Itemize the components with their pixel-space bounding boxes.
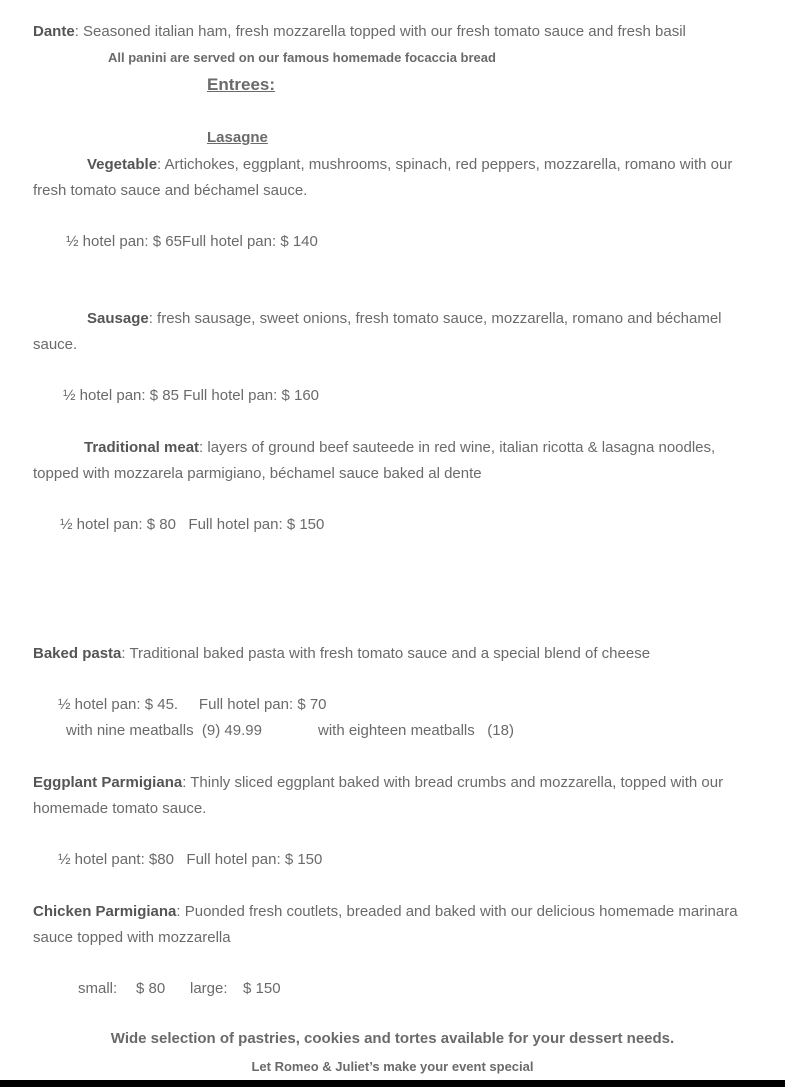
section-heading-entrees: Entrees:: [207, 75, 276, 94]
item-description: : Thinly sliced eggplant baked with bread crumbs and mozzarella, topped with our homemade tomato sauce.: [33, 774, 724, 817]
page-bottom-border: [0, 1080, 785, 1087]
menu-item-traditional-meat-lasagne: [33, 435, 755, 487]
menu-item-sausage-lasagne: [33, 306, 755, 358]
item-description: : Artichokes, eggplant, mushrooms, spinach, red peppers, mozzarella, romano with our fresh tomato sauce and béchamel sauce.: [33, 156, 733, 199]
menu-item-chicken-parmigiana: [33, 899, 755, 951]
price-meatballs-eighteen: with eighteen meatballs (18): [318, 722, 514, 739]
item-name: Chicken Parmigiana: [33, 903, 177, 920]
price-chicken-large-label: large:: [190, 980, 228, 997]
price-sausage-lasagne: ½ hotel pan: $ 85 Full hotel pan: $ 160: [63, 387, 320, 404]
subheading-lasagne: Lasagne: [207, 129, 268, 146]
menu-item-baked-pasta: [33, 641, 650, 667]
item-name: Dante: [33, 23, 75, 40]
price-vegetable-lasagne: ½ hotel pan: $ 65Full hotel pan: $ 140: [66, 233, 318, 250]
item-name: Eggplant Parmigiana: [33, 774, 183, 791]
item-description: : Seasoned italian ham, fresh mozzarella topped with our fresh tomato sauce and fresh basil: [74, 23, 686, 40]
price-traditional-meat-lasagne: ½ hotel pan: $ 80 Full hotel pan: $ 150: [60, 516, 325, 533]
price-chicken-small: $ 80: [136, 980, 166, 997]
panini-note: All panini are served on our famous homemade focaccia bread: [108, 50, 496, 65]
price-eggplant-parmigiana: ½ hotel pant: $80 Full hotel pan: $ 150: [58, 851, 323, 868]
item-name: Baked pasta: [33, 645, 122, 662]
item-description: : layers of ground beef sauteede in red wine, italian ricotta & lasagna noodles, topped with mozzarela parmigiano, béchamel sauce baked al dente: [33, 439, 716, 482]
menu-item-dante: [33, 19, 686, 45]
menu-item-eggplant-parmigiana: [33, 770, 755, 822]
dessert-note: Wide selection of pastries, cookies and tortes available for your dessert needs.: [110, 1030, 675, 1047]
item-name: Sausage: [87, 310, 149, 327]
item-name: Traditional meat: [84, 439, 200, 456]
price-chicken-small-label: small:: [78, 980, 118, 997]
item-description: : Puonded fresh coutlets, breaded and baked with our delicious homemade marinara sauce topped with mozzarella: [33, 903, 738, 946]
menu-item-vegetable-lasagne: [33, 152, 755, 204]
item-description: : fresh sausage, sweet onions, fresh tomato sauce, mozzarella, romano and béchamel sauce.: [33, 310, 722, 353]
price-baked-pasta: ½ hotel pan: $ 45. Full hotel pan: $ 70: [58, 696, 327, 713]
price-chicken-large: $ 150: [243, 980, 281, 997]
price-meatballs-nine: with nine meatballs (9) 49.99: [66, 722, 262, 739]
item-description: : Traditional baked pasta with fresh tomato sauce and a special blend of cheese: [121, 645, 651, 662]
tagline: Let Romeo & Juliet’s make your event special: [251, 1059, 534, 1074]
item-name: Vegetable: [87, 156, 158, 173]
